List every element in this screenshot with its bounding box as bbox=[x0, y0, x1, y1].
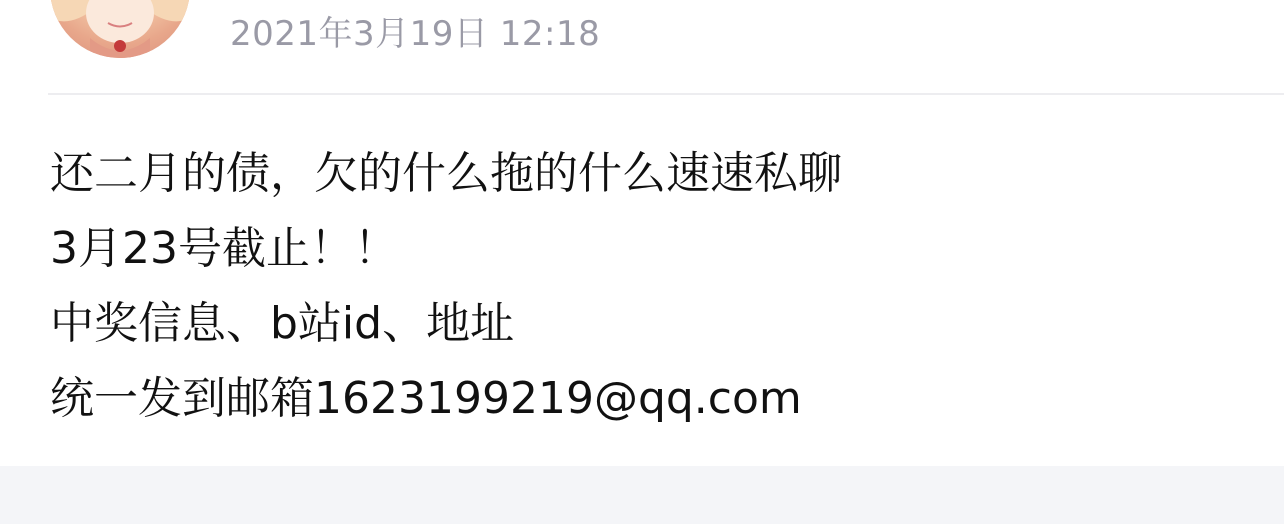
post-timestamp: 2021年3月19日 12:18 bbox=[230, 14, 601, 54]
post-content bbox=[50, 136, 1250, 436]
avatar[interactable] bbox=[50, 0, 190, 58]
post-text-line: 中奖信息、b站id、地址 bbox=[50, 298, 515, 349]
post-text-line: 统一发到邮箱1623199219@qq.com bbox=[50, 373, 802, 424]
divider bbox=[48, 93, 1284, 95]
post-text-line: 还二月的债，欠的什么拖的什么速速私聊 bbox=[50, 148, 842, 199]
post-text-line: 3月23号截止！！ bbox=[50, 223, 398, 274]
section-separator bbox=[0, 466, 1284, 524]
avatar-image bbox=[50, 0, 190, 58]
